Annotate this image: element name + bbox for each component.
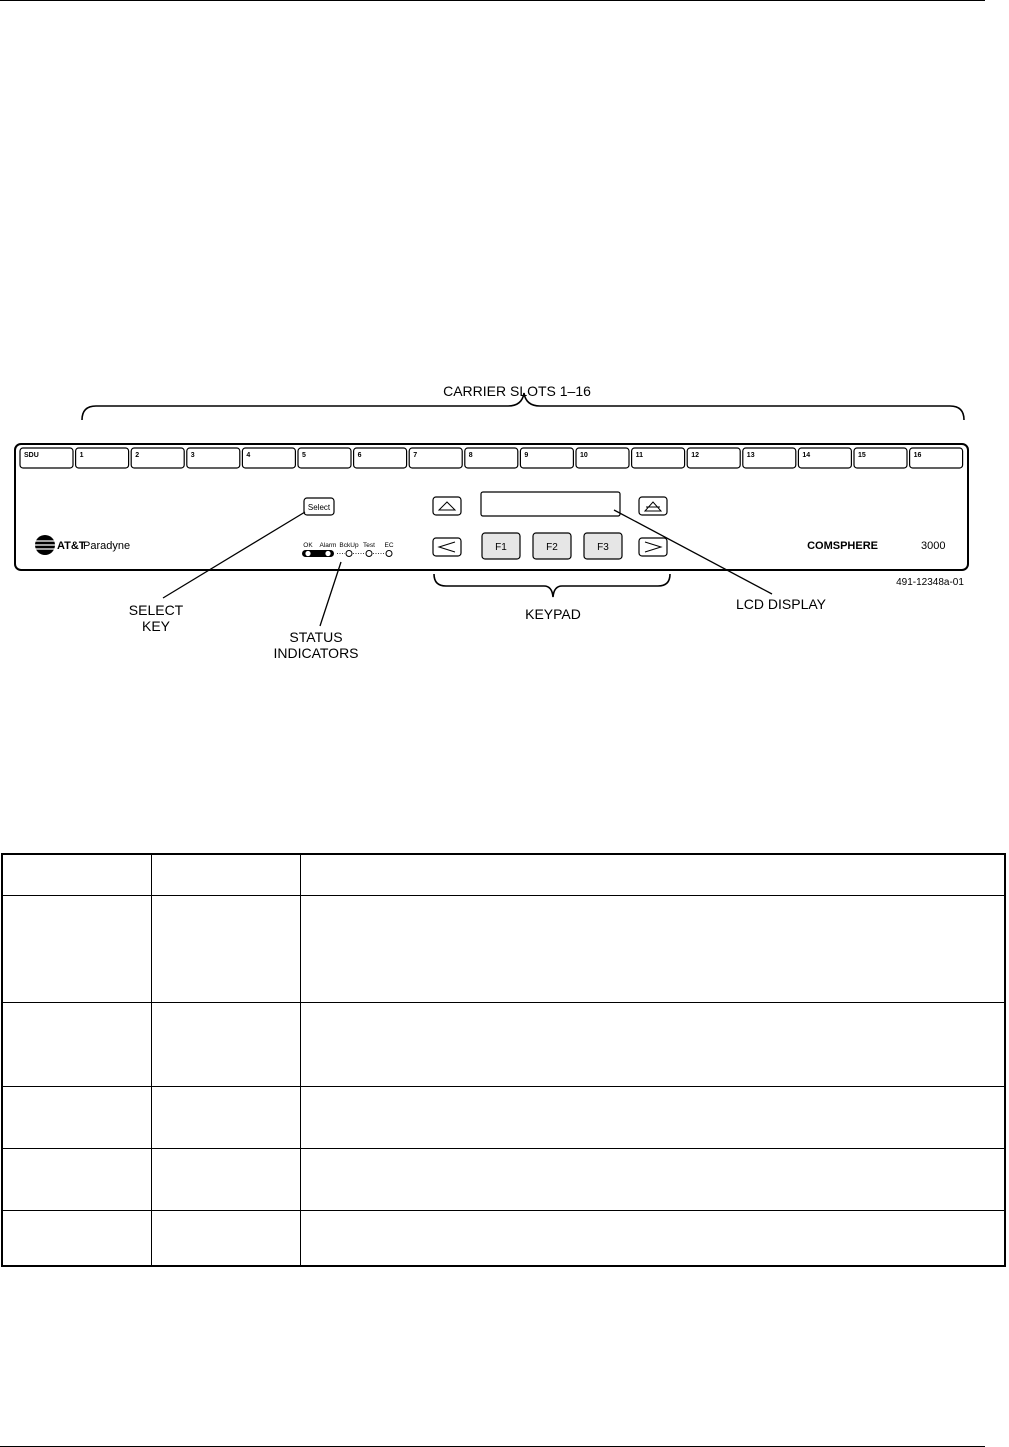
double-up-arrow-key[interactable] [639,497,667,515]
carrier-slot-label: 2 [135,452,140,459]
carrier-slot [242,448,295,468]
led-test [366,551,372,557]
carrier-slot-label: 13 [746,452,755,459]
keypad-brace [434,574,670,597]
left-arrow-key[interactable] [433,538,461,556]
carrier-slot-label: 6 [357,452,362,459]
table-header-row [3,855,1004,896]
carrier-slot-label: 3 [190,452,195,459]
lcd-display [481,492,620,516]
carrier-slot-label: 7 [413,452,418,459]
carrier-slot-label: 12 [691,452,699,459]
carrier-slot-label: 11 [635,452,644,459]
product-name: COMSPHERE [807,540,878,552]
carrier-slot [409,448,462,468]
right-arrow-key[interactable] [639,538,667,556]
table-row [3,1087,1004,1149]
carrier-slot-label: 14 [802,452,811,459]
status-leader [320,562,341,626]
lcd-display-label: LCD DISPLAY [736,596,826,612]
carrier-slot-label: 16 [913,452,922,459]
status-indicators-label-2: INDICATORS [273,645,359,661]
function-key-label: F3 [597,542,609,553]
table-row [3,1003,1004,1087]
carrier-slot-label: 4 [246,452,251,459]
carrier-slot [520,448,573,468]
table-row [3,896,1004,1003]
carrier-slot-label: 9 [524,452,529,459]
carrier-slot-label: 5 [302,452,306,459]
table-row [3,1149,1004,1211]
carrier-slot [465,448,518,468]
led-label-ok: OK [303,542,313,549]
up-arrow-key[interactable] [433,497,461,515]
led-label-alarm: Alarm [319,542,337,549]
led-alarm [325,551,330,556]
carrier-slot-label: 15 [858,452,866,459]
led-label-test: Test [363,542,375,549]
carrier-slot-label: 10 [580,452,588,459]
keypad-label: KEYPAD [525,606,581,622]
function-key-label: F2 [546,542,558,553]
table-row [3,1211,1004,1265]
select-button-label: Select [307,503,331,512]
led-ec [386,551,392,557]
select-key-label-1: SELECT [128,602,184,618]
led-bckup [346,551,352,557]
led-ok [305,551,310,556]
header-rule [0,0,985,1]
figure-id: 491-12348a-01 [896,577,964,588]
carrier-slot [354,448,407,468]
carrier-slot [131,448,184,468]
led-label-bckup: BckUp [339,542,359,549]
carrier-slot-label: SDU [24,452,39,459]
status-indicators-label-1: STATUS [289,629,343,645]
front-panel-diagram [0,370,1009,670]
function-key-label: F1 [495,542,507,553]
select-key-label-2: KEY [141,618,171,634]
empty-table [1,853,1006,1267]
led-label-ec: EC [384,542,394,549]
carrier-slot-label: 1 [79,452,84,459]
carrier-slots-label: CARRIER SLOTS 1–16 [443,383,591,399]
brand-paradyne: Paradyne [83,540,131,552]
carrier-slot [76,448,129,468]
att-globe-logo [35,535,55,555]
carrier-slots [20,448,963,468]
carrier-slot [187,448,240,468]
carrier-slot-label: 8 [468,452,473,459]
carrier-slot [298,448,351,468]
function-keys [482,533,622,559]
product-model: 3000 [921,540,946,552]
brand-att: AT&T [57,540,86,552]
